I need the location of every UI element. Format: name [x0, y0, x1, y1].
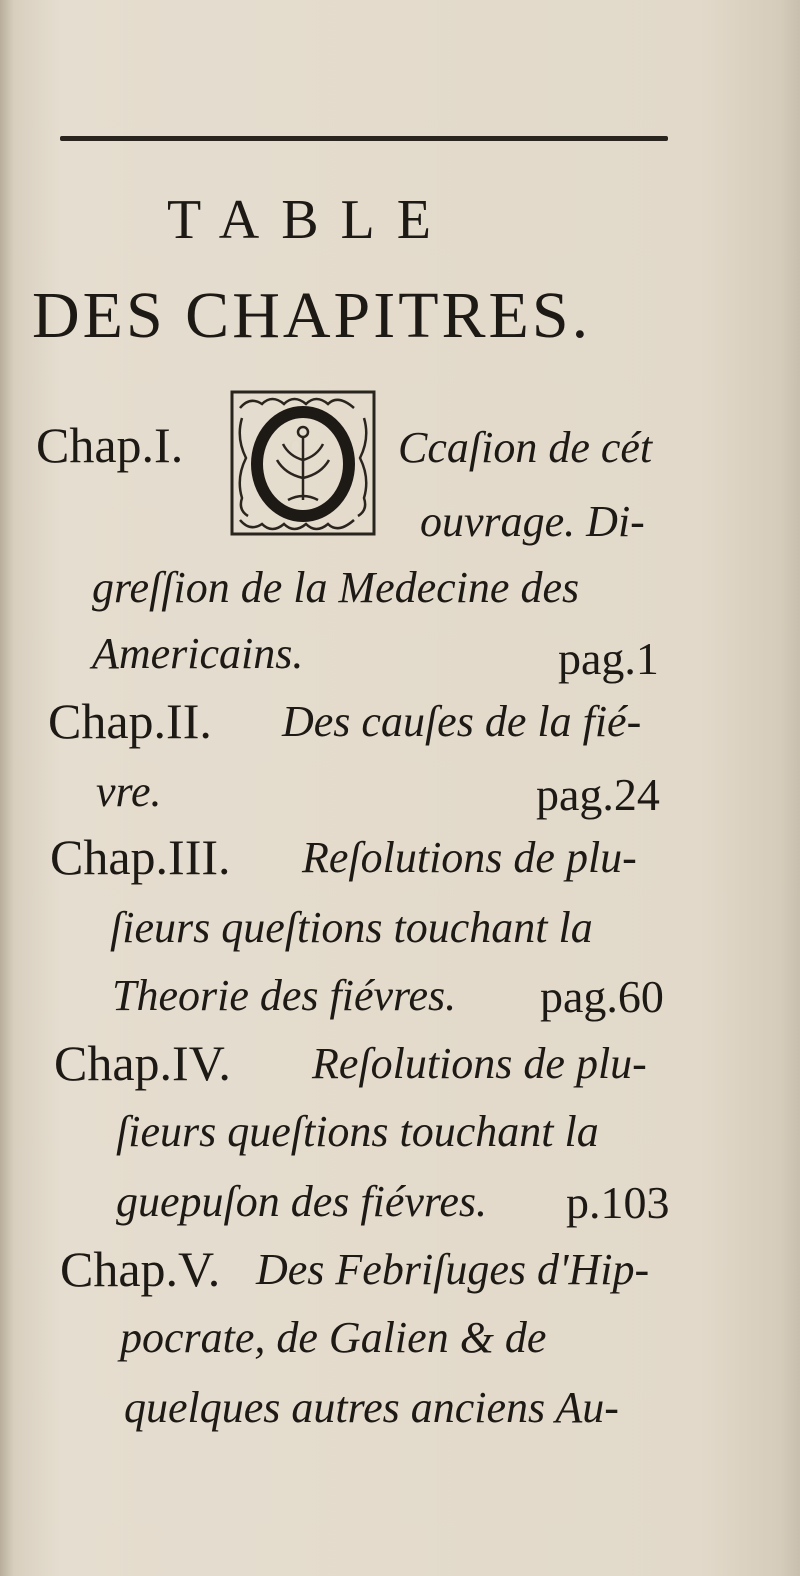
chapter-5-line-2: pocrate, de Galien & de [120, 1313, 547, 1362]
page-title-chapitres: DES CHAPITRES. [32, 279, 592, 352]
floral-drop-cap-O-icon [228, 388, 378, 538]
chapter-1-line-2: ouvrage. Di- [420, 497, 645, 546]
chapter-3-line-3: Theorie des fiévres. [112, 971, 457, 1020]
chapter-4-page: p.103 [566, 1177, 670, 1228]
chapter-2-page: pag.24 [536, 769, 660, 820]
chapter-5-label: Chap.V. [60, 1241, 221, 1297]
drop-cap-letter: O [289, 436, 302, 456]
page-title-table: TABLE [167, 189, 453, 251]
chapter-3-line-1: Reſolutions de plu- [302, 833, 637, 882]
chapter-2-label: Chap.II. [48, 693, 212, 749]
chapter-4-line-3: guериſon des fiévres. [116, 1177, 488, 1226]
chapter-2-line-1: Des cauſes de la fié- [282, 697, 642, 746]
chapter-4-line-1: Reſolutions de plu- [312, 1039, 647, 1088]
chapter-2-line-2: vre. [96, 767, 162, 816]
chapter-3-label: Chap.III. [50, 829, 231, 885]
chapter-1-page: pag.1 [558, 633, 659, 684]
chapter-1-line-3: greſſion de la Medecine des [92, 563, 580, 612]
chapter-3-line-2: ſieurs queſtions touchant la [110, 903, 593, 952]
chapter-4-label: Chap.IV. [54, 1035, 231, 1091]
chapter-5-line-3: quelques autres anciens Au- [124, 1383, 619, 1432]
chapter-1-line-4: Americains. [92, 629, 304, 678]
chapter-1-line-1: Ccaſion de cét [398, 423, 653, 472]
chapter-1-label: Chap.I. [36, 417, 184, 473]
chapter-5-line-1: Des Febriſuges d'Hip- [256, 1245, 650, 1294]
chapter-3-page: pag.60 [540, 971, 664, 1022]
top-rule [60, 136, 668, 141]
chapter-4-line-2: ſieurs queſtions touchant la [116, 1107, 599, 1156]
